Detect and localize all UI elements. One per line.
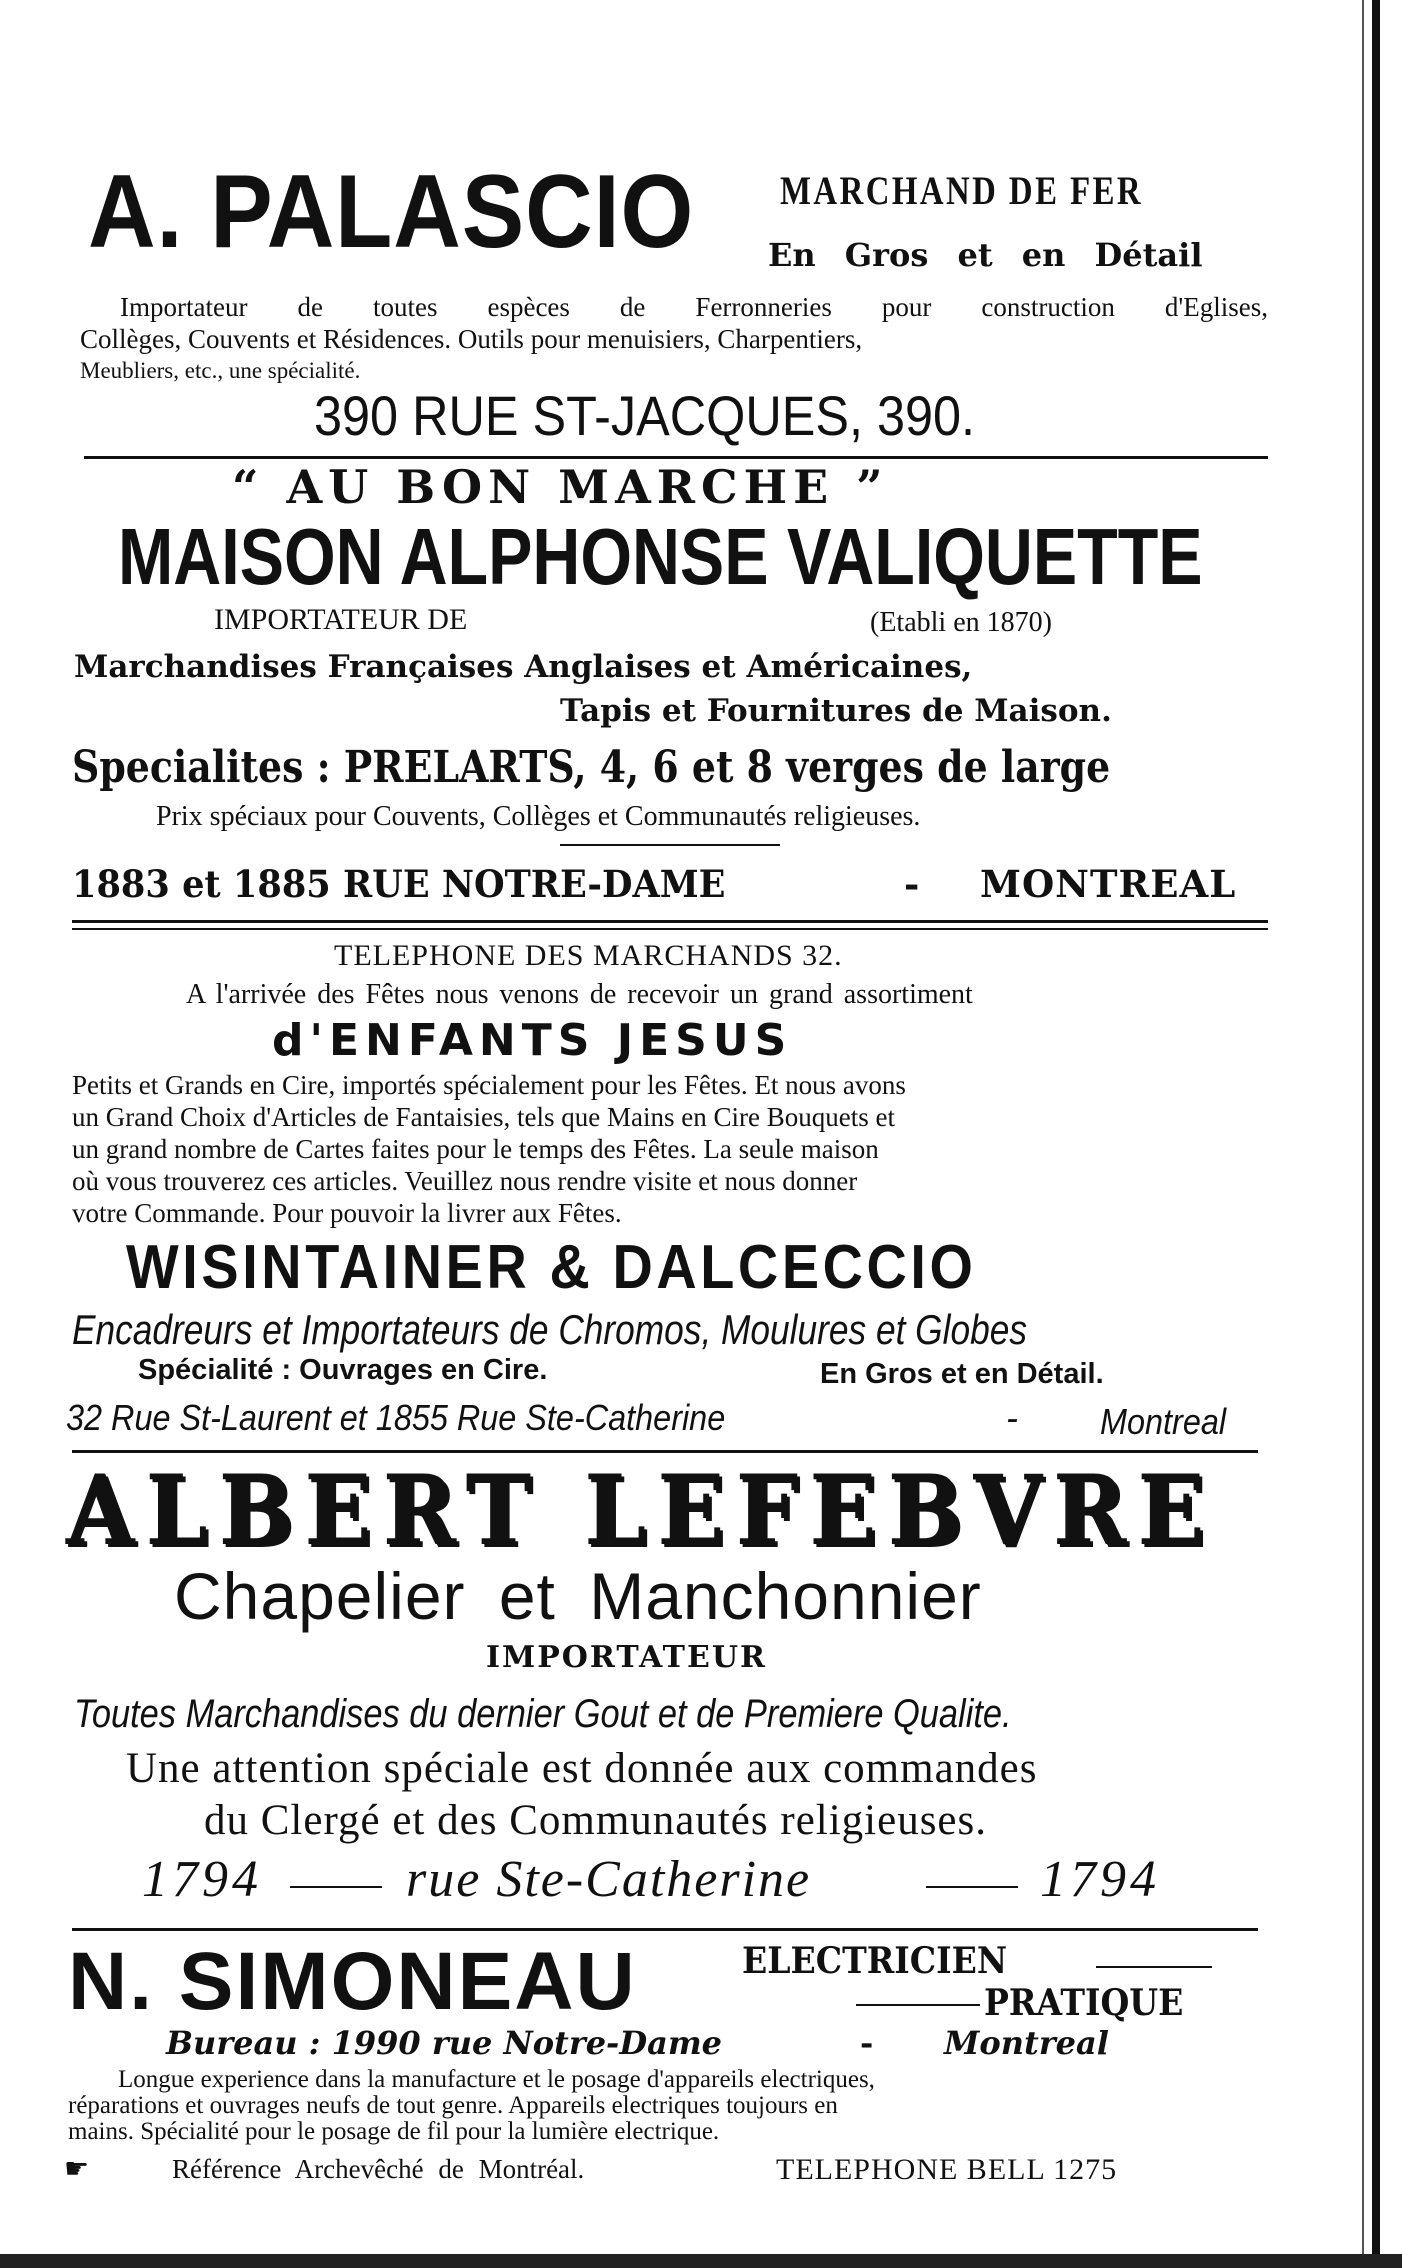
wisintainer-intro: A l'arrivée des Fêtes nous venons de recevoir un grand assortiment <box>186 979 973 1010</box>
lefebvre-importer: IMPORTATEUR <box>486 1640 767 1675</box>
simoneau-reference: Référence Archevêché de Montréal. <box>172 2154 585 2184</box>
wisintainer-wholesale: En Gros et en Détail. <box>820 1358 1104 1390</box>
simoneau-desc-line-2: réparations et ouvrages neufs de tout genre. Appareils electriques toujours en <box>68 2092 838 2119</box>
wisintainer-trade: Encadreurs et Importateurs de Chromos, Moulures et Globes <box>72 1306 1027 1353</box>
page-edge <box>1372 0 1380 2268</box>
valiquette-address: 1883 et 1885 RUE NOTRE-DAME <box>72 862 726 906</box>
lefebvre-name: ALBERT LEFEBVRE <box>66 1454 1216 1567</box>
valiquette-goods-line-2: Tapis et Fournitures de Maison. <box>560 693 1112 729</box>
trade-dash-line <box>1096 1966 1212 1968</box>
palascio-desc-line-1: Importateur de toutes espèces de Ferronneries pour construction d'Eglises, <box>120 292 1268 322</box>
valiquette-importer: IMPORTATEUR DE <box>214 603 468 636</box>
wisintainer-address: 32 Rue St-Laurent et 1855 Rue Ste-Catherine <box>66 1397 726 1438</box>
divider <box>84 456 1268 459</box>
simoneau-trade-1: ELECTRICIEN <box>742 1940 1008 1982</box>
valiquette-slogan: “ AU BON MARCHE ” <box>232 460 889 514</box>
palascio-name: A. PALASCIO <box>88 154 695 270</box>
lefebvre-goods: Toutes Marchandises du dernier Gout et de Premiere Qualite. <box>74 1692 1012 1736</box>
divider <box>72 928 1268 930</box>
page-bottom-edge <box>0 2254 1402 2268</box>
valiquette-established: (Etabli en 1870) <box>870 607 1052 638</box>
simoneau-desc-line-3: mains. Spécialité pour le posage de fil pour la lumière electrique. <box>68 2118 720 2145</box>
simoneau-city: Montreal <box>944 2024 1109 2062</box>
page-edge-inner <box>1362 0 1364 2268</box>
valiquette-goods-line-1: Marchandises Françaises Anglaises et Américaines, <box>74 649 973 685</box>
valiquette-city: MONTREAL <box>980 862 1237 906</box>
simoneau-name: N. SIMONEAU <box>68 1936 637 2027</box>
wisintainer-name: WISINTAINER & DALCECCIO <box>126 1233 977 1302</box>
simoneau-telephone: TELEPHONE BELL 1275 <box>776 2153 1118 2186</box>
wisintainer-dash: - <box>1006 1397 1018 1438</box>
lefebvre-address-street: rue Ste-Catherine <box>406 1851 812 1908</box>
wisintainer-desc-line-5: votre Commande. Pour pouvoir la livrer aux Fêtes. <box>72 1198 622 1228</box>
simoneau-desc-line-1: Longue experience dans la manufacture et le posage d'appareils electriques, <box>118 2066 875 2093</box>
simoneau-dash: - <box>860 2024 874 2062</box>
wisintainer-desc-line-1: Petits et Grands en Cire, importés spécialement pour les Fêtes. Et nous avons <box>72 1070 906 1100</box>
wisintainer-desc-line-3: un grand nombre de Cartes faites pour le temps des Fêtes. La seule maison <box>72 1134 879 1164</box>
valiquette-prices: Prix spéciaux pour Couvents, Collèges et Communautés religieuses. <box>156 801 921 832</box>
wisintainer-desc-line-4: où vous trouverez ces articles. Veuillez nous rendre visite et nous donner <box>72 1166 858 1196</box>
pointing-hand-icon: ☛ <box>64 2152 90 2185</box>
lefebvre-attention-line-1: Une attention spéciale est donnée aux commandes <box>126 1745 1038 1792</box>
address-dash-line <box>926 1886 1018 1888</box>
wisintainer-specialty: Spécialité : Ouvrages en Cire. <box>138 1354 548 1386</box>
palascio-address: 390 RUE ST-JACQUES, 390. <box>314 384 976 447</box>
wisintainer-telephone: TELEPHONE DES MARCHANDS 32. <box>334 939 843 972</box>
divider <box>72 920 1268 923</box>
lefebvre-address-number-2: 1794 <box>1040 1851 1160 1908</box>
simoneau-trade-2: PRATIQUE <box>984 1982 1184 2024</box>
lefebvre-trade: Chapelier et Manchonnier <box>174 1559 982 1633</box>
palascio-desc-line-2: Collèges, Couvents et Résidences. Outils pour menuisiers, Charpentiers, <box>80 324 863 354</box>
wisintainer-headline: d'ENFANTS JESUS <box>272 1015 793 1066</box>
trade-dash-line <box>856 2004 980 2006</box>
divider <box>72 1450 1258 1453</box>
address-dash-line <box>290 1886 382 1888</box>
valiquette-dash: - <box>904 862 920 906</box>
lefebvre-address-number: 1794 <box>142 1851 262 1908</box>
wisintainer-city: Montreal <box>1100 1401 1227 1442</box>
lefebvre-attention-line-2: du Clergé et des Communautés religieuses. <box>204 1797 988 1844</box>
valiquette-specialties: Specialites : PRELARTS, 4, 6 et 8 verges de large <box>72 742 1111 793</box>
palascio-trade: MARCHAND DE FER <box>780 168 1144 213</box>
palascio-wholesale: En Gros et en Détail <box>768 236 1203 274</box>
divider <box>560 844 780 846</box>
divider <box>72 1928 1258 1931</box>
simoneau-office: Bureau : 1990 rue Notre-Dame <box>166 2024 723 2062</box>
valiquette-name: MAISON ALPHONSE VALIQUETTE <box>118 512 1203 601</box>
palascio-desc-line-3: Meubliers, etc., une spécialité. <box>80 358 361 383</box>
wisintainer-desc-line-2: un Grand Choix d'Articles de Fantaisies, tels que Mains en Cire Bouquets et <box>72 1102 895 1132</box>
